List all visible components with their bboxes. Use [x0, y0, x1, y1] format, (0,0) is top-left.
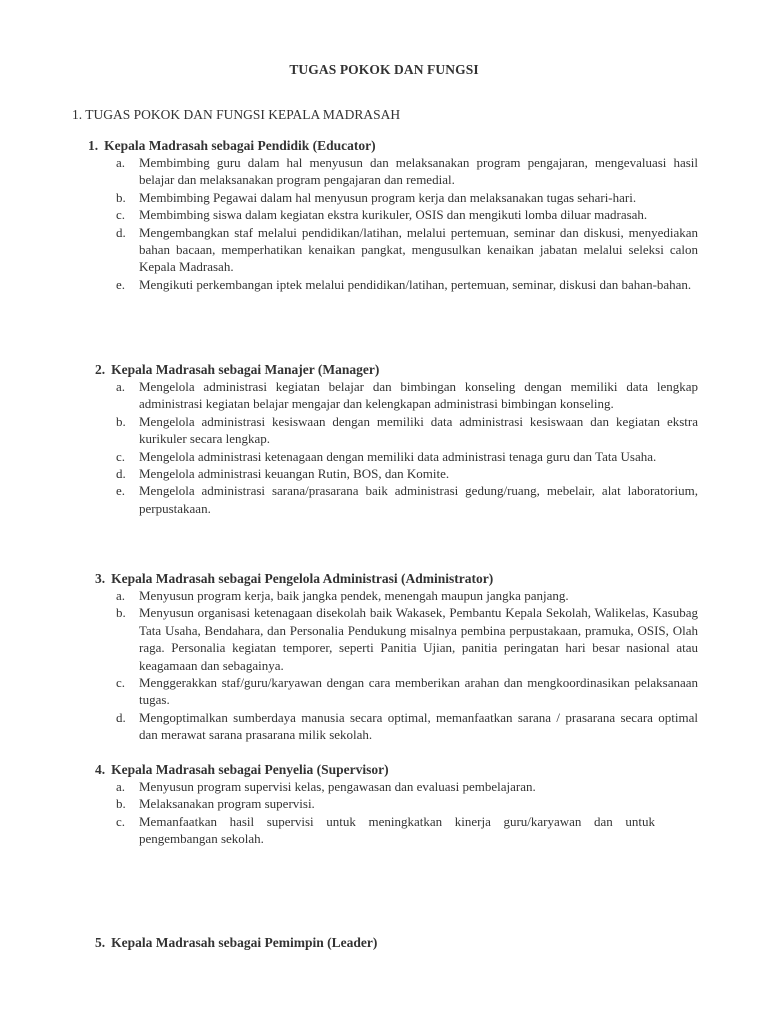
duty-list: [95, 778, 655, 848]
item-letter: b.: [116, 189, 126, 205]
duty-list: [88, 154, 698, 293]
duty-list: [95, 587, 698, 744]
item-text: Mengoptimalkan sumberdaya manusia secara optimal, memanfaatkan sarana / prasarana secara optimal dan merawat sarana prasarana milik sekolah.: [139, 709, 698, 743]
list-item: [88, 206, 698, 223]
item-text: Mengikuti perkembangan iptek melalui pendidikan/latihan, pertemuan, seminar, diskusi dan bahan-bahan.: [139, 276, 692, 292]
role-title: Kepala Madrasah sebagai Pemimpin (Leader): [111, 935, 378, 950]
role-title: Kepala Madrasah sebagai Penyelia (Supervisor): [111, 762, 389, 777]
item-letter: d.: [116, 466, 126, 482]
role-title: Kepala Madrasah sebagai Pendidik (Educator): [104, 138, 376, 153]
role-heading: [95, 934, 698, 951]
list-item: [95, 674, 698, 709]
role-heading: [95, 761, 655, 778]
role-number: 1.: [88, 138, 99, 153]
role-section-supervisor: [95, 761, 655, 848]
section-heading: 1. TUGAS POKOK DAN FUNGSI KEPALA MADRASAH: [72, 107, 401, 122]
list-item: [95, 587, 698, 604]
role-number: 3.: [95, 571, 106, 586]
item-text: Membimbing Pegawai dalam hal menyusun program kerja dan melaksanakan tugas sehari-hari.: [139, 189, 637, 205]
item-letter: a.: [116, 155, 126, 170]
role-number: 5.: [95, 935, 106, 950]
item-text: Menggerakkan staf/guru/karyawan dengan cara memberikan arahan dan mengkoordinasikan pelaksanaan tugas.: [139, 675, 698, 708]
item-letter: b.: [116, 605, 126, 621]
item-letter: e.: [116, 483, 126, 499]
duty-list: [95, 378, 698, 517]
item-letter: c.: [116, 448, 126, 464]
role-title: Kepala Madrasah sebagai Manajer (Manager): [111, 362, 380, 377]
item-text: Menyusun program kerja, baik jangka pendek, menengah maupun jangka panjang.: [139, 588, 569, 603]
item-text: Mengelola administrasi kegiatan belajar dan bimbingan konseling dengan memiliki data lengkap administrasi kegiatan belajar mengajar dan kelengkapan administrasi bimbingan konseling.: [139, 379, 698, 412]
list-item: [88, 276, 698, 293]
role-number: 4.: [95, 762, 106, 777]
role-heading: [88, 137, 698, 154]
list-item: [95, 709, 698, 744]
list-item: [95, 813, 655, 848]
list-item: [88, 224, 698, 276]
role-number: 2.: [95, 362, 106, 377]
item-letter: c.: [116, 813, 126, 829]
item-letter: d.: [116, 224, 126, 240]
role-section-educator: [88, 137, 698, 293]
list-item: [88, 154, 698, 189]
item-text: Mengelola administrasi sarana/prasarana baik administrasi gedung/ruang, mebelair, alat laboratorium, perpustakaan.: [139, 483, 698, 516]
item-text: Membimbing siswa dalam kegiatan ekstra kurikuler, OSIS dan mengikuti lomba diluar madrasah.: [139, 207, 648, 223]
item-letter: a.: [116, 379, 126, 394]
item-text: Menyusun organisasi ketenagaan disekolah baik Wakasek, Pembantu Kepala Sekolah, Walikelas, Kasubag Tata Usaha, Bendahara, dan Personalia Pendukung misalnya pembina perpustakaan, pramuka, OSIS, Olah raga. Personalia kegiatan temporer, seperti Panitia Ujian, panitia peringatan hari besar nasional atau keagamaan dan sebagainya.: [139, 605, 698, 673]
item-text: Mengelola administrasi ketenagaan dengan memiliki data administrasi tenaga guru dan Tata Usaha.: [139, 448, 657, 464]
item-letter: a.: [116, 779, 126, 794]
item-letter: e.: [116, 276, 126, 292]
role-section-leader: [95, 934, 698, 951]
role-title: Kepala Madrasah sebagai Pengelola Administrasi (Administrator): [111, 571, 494, 586]
role-section-manager: [95, 361, 698, 517]
role-section-administrator: [95, 570, 698, 744]
item-text: Melaksanakan program supervisi.: [139, 796, 315, 812]
item-text: Memanfaatkan hasil supervisi untuk meningkatkan kinerja guru/karyawan dan untuk pengembangan sekolah.: [139, 813, 655, 847]
list-item: [95, 448, 698, 465]
role-heading: [95, 570, 698, 587]
item-text: Membimbing guru dalam hal menyusun dan melaksanakan program pengajaran, mengevaluasi hasil belajar dan melaksanakan program pengajaran dan remedial.: [139, 155, 698, 188]
list-item: [95, 795, 655, 812]
list-item: [88, 189, 698, 206]
item-letter: b.: [116, 413, 126, 429]
role-heading: [95, 361, 698, 378]
item-text: Menyusun program supervisi kelas, pengawasan dan evaluasi pembelajaran.: [139, 779, 536, 794]
list-item: [95, 604, 698, 674]
item-text: Mengembangkan staf melalui pendidikan/latihan, melalui pertemuan, seminar dan diskusi, menyediakan bahan bacaan, memperhatikan kenaikan pangkat, mengusulkan kenaikan jabatan melalui seleksi calon Kepala Madrasah.: [139, 224, 698, 275]
item-text: Mengelola administrasi kesiswaan dengan memiliki data administrasi kesiswaan dan kegiatan ekstra kurikuler secara lengkap.: [139, 413, 698, 447]
item-letter: c.: [116, 675, 126, 691]
item-text: Mengelola administrasi keuangan Rutin, BOS, dan Komite.: [139, 466, 450, 482]
list-item: [95, 482, 698, 517]
list-item: [95, 778, 655, 795]
page-title: TUGAS POKOK DAN FUNGSI: [289, 62, 479, 77]
list-item: [95, 378, 698, 413]
list-item: [95, 465, 698, 482]
item-letter: a.: [116, 588, 126, 603]
item-letter: c.: [116, 207, 126, 223]
item-letter: d.: [116, 709, 126, 725]
item-letter: b.: [116, 796, 126, 812]
list-item: [95, 413, 698, 448]
